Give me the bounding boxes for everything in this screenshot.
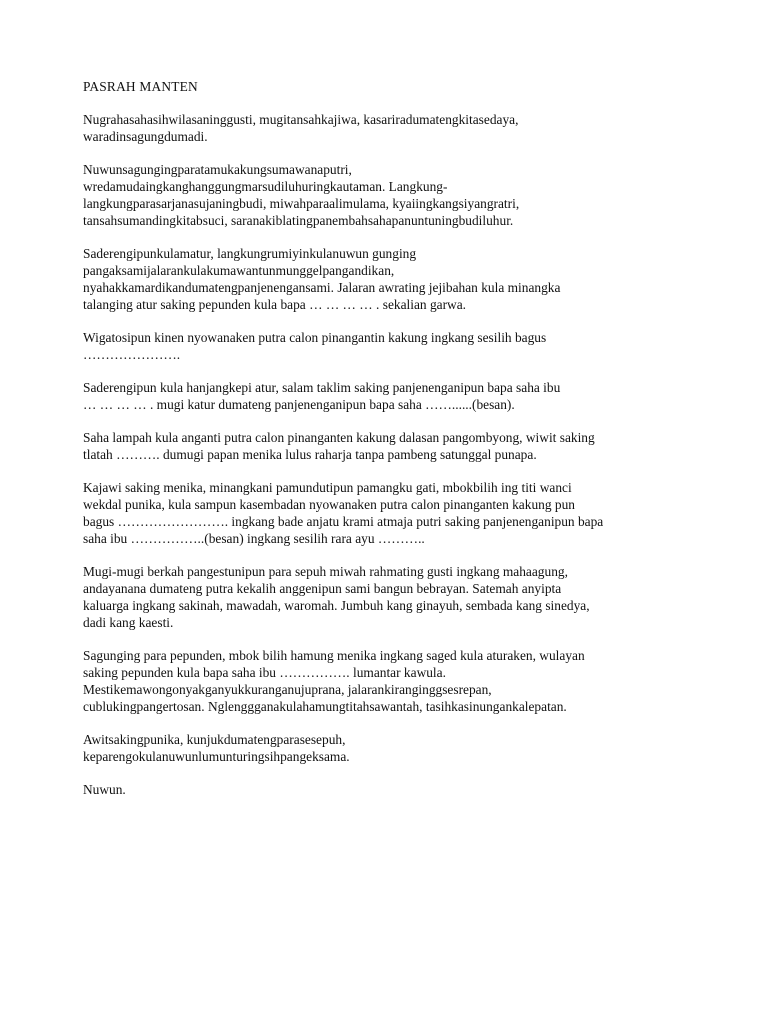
- text-line: nyahakkamardikandumatengpanjenengansami. Jalaran awrating jejibahan kula minangka: [83, 280, 561, 295]
- text-line: Awitsakingpunika, kunjukdumatengparasesepuh,: [83, 732, 346, 747]
- text-line: pangaksamijalarankulakumawantunmunggelpangandikan,: [83, 263, 395, 278]
- text-line: saha ibu ……………..(besan) ingkang sesilih rara ayu ………..: [83, 531, 425, 546]
- paragraph-humility: [83, 647, 683, 715]
- text-line: ………………….: [83, 347, 181, 362]
- text-line: kaluarga ingkang sakinah, mawadah, waromah. Jumbuh kang ginayuh, sembada kang sinedya,: [83, 598, 590, 613]
- text-line: Nuwunsagungingparatamukakungsumawanaputri,: [83, 162, 352, 177]
- paragraph-closing: [83, 731, 683, 765]
- text-line: langkungparasarjanasujaningbudi, miwahparaalimulama, kyaiingkangsiyangratri,: [83, 196, 520, 211]
- text-line: … … … … . mugi katur dumateng panjenenganipun bapa saha ……......(besan).: [83, 397, 515, 412]
- text-line: saking pepunden kula bapa saha ibu ……………. lumantar kawula.: [83, 665, 446, 680]
- text-line: bagus ……………………. ingkang bade anjatu krami atmaja putri saking panjenenganipun bapa: [83, 514, 604, 529]
- paragraph-salutation: [83, 161, 683, 229]
- text-line: tlatah ………. dumugi papan menika lulus raharja tanpa pambeng satunggal punapa.: [83, 447, 537, 462]
- text-line: Kajawi saking menika, minangkani pamundutipun pamangku gati, mbokbilih ing titi wanci: [83, 480, 572, 495]
- text-line: Wigatosipun kinen nyowanaken putra calon pinangantin kakung ingkang sesilih bagus: [83, 330, 547, 345]
- paragraph-blessing: [83, 563, 683, 631]
- paragraph-journey: [83, 429, 683, 463]
- text-line: Sagunging para pepunden, mbok bilih hamung menika ingkang saged kula aturaken, wulayan: [83, 648, 585, 663]
- text-line: Nuwun.: [83, 782, 126, 797]
- paragraph-greeting: [83, 111, 683, 145]
- paragraph-apology: [83, 245, 683, 313]
- document-title: PASRAH MANTEN: [83, 79, 198, 94]
- text-line: wredamudaingkanghanggungmarsudiluhuringkautaman. Langkung-: [83, 179, 448, 194]
- text-line: tansahsumandingkitabsuci, saranakiblatingpanembahsahapanuntuningbudiluhur.: [83, 213, 514, 228]
- document-page: [83, 78, 683, 814]
- text-line: Mestikemawongonyakganyukkuranganujuprana, jalarankiranginggsesrepan,: [83, 682, 492, 697]
- text-line: wekdal punika, kula sampun kasembadan nyowanaken putra calon pinanganten kakung pun: [83, 497, 575, 512]
- text-line: Saha lampah kula anganti putra calon pinanganten kakung dalasan pangombyong, wiwit saking: [83, 430, 595, 445]
- text-line: keparengokulanuwunlumunturingsihpangeksama.: [83, 749, 350, 764]
- text-line: Nugrahasahasihwilasaninggusti, mugitansahkajiwa, kasariradumatengkitasedaya,: [83, 112, 519, 127]
- text-line: Saderengipun kula hanjangkepi atur, salam taklim saking panjenenganipun bapa saha ibu: [83, 380, 561, 395]
- text-line: Mugi-mugi berkah pangestunipun para sepuh miwah rahmating gusti ingkang mahaagung,: [83, 564, 568, 579]
- text-line: andayanana dumateng putra kekalih anggenipun sami bangun bebrayan. Satemah anyipta: [83, 581, 562, 596]
- paragraph-purpose: [83, 329, 683, 363]
- text-line: cublukingpangertosan. Nglenggganakulahamungtitahsawantah, tasihkasinungankalepatan.: [83, 699, 567, 714]
- paragraph-handover: [83, 479, 683, 547]
- text-line: Saderengipunkulamatur, langkungrumiyinkulanuwun gunging: [83, 246, 417, 261]
- text-line: waradinsagungdumadi.: [83, 129, 208, 144]
- text-line: talanging atur saking pepunden kula bapa … … … … . sekalian garwa.: [83, 297, 467, 312]
- paragraph-signoff: [83, 781, 683, 798]
- text-line: dadi kang kaesti.: [83, 615, 174, 630]
- paragraph-regards: [83, 379, 683, 413]
